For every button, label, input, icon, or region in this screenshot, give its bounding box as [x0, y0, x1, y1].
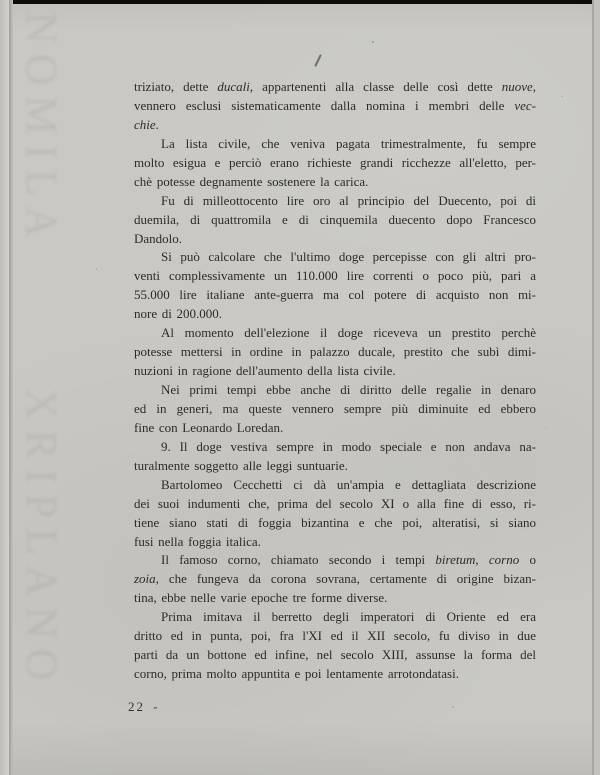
text-segment: 55.000 lire italiane ante-guerra ma col potere di acquisto non mi-: [134, 287, 536, 303]
text-line: [134, 495, 536, 514]
text-segment: .: [155, 116, 159, 132]
dust-speck: [561, 96, 563, 97]
text-segment: Fu di milleottocento lire oro al principio del Duecento, poi di: [161, 192, 536, 208]
text-line: [134, 305, 536, 324]
text-line: [134, 533, 536, 552]
text-segment: parti da un bottone ed infine, nel secolo XIII, assunse la forma del: [134, 647, 536, 663]
page-number-dash-mark: -: [151, 698, 159, 715]
text-line: [134, 627, 536, 646]
dust-speck: [452, 706, 454, 708]
text-segment: tiene siano stati di foggia bizantina e che poi, alteratisi, si siano: [134, 514, 536, 530]
text-line: [134, 116, 536, 135]
text-segment: triziato, dette: [134, 79, 218, 94]
text-line: [134, 324, 536, 343]
dust-speck: [96, 268, 97, 270]
text-line: [134, 419, 536, 438]
text-segment: vennero esclusi sistematicamente dalla nomina i membri delle: [134, 97, 515, 113]
text-line: [134, 665, 536, 684]
text-line: [134, 267, 536, 286]
text-line: [134, 476, 536, 495]
text-segment: Il famoso corno, chiamato secondo i tempi: [161, 552, 436, 568]
italic-text-segment: corno: [488, 552, 520, 568]
page-number-value: 22: [128, 699, 145, 714]
text-segment: ,: [532, 79, 536, 94]
text-line: [134, 192, 536, 211]
text-line: [134, 135, 536, 154]
text-segment: fusi nella foggia italica.: [134, 533, 261, 549]
text-line: [134, 589, 536, 608]
text-segment: ,: [475, 552, 489, 568]
text-segment: dei suoi indumenti che, prima del secolo XI o alla fine di esso, ri-: [134, 495, 536, 511]
dust-speck: [372, 41, 374, 43]
italic-text-segment: nuove: [501, 79, 533, 94]
text-segment: Al momento dell'elezione il doge riceveva un prestito perchè: [161, 325, 536, 341]
text-segment: Bartolomeo Cecchetti ci dà un'ampia e dettagliata descrizione: [161, 476, 536, 492]
text-block: [134, 78, 536, 684]
text-segment: molto esigua e perciò erano richieste grandi ricchezze all'eletto, per-: [134, 154, 536, 170]
text-line: [134, 362, 536, 381]
spine-fold-line: [9, 0, 13, 775]
text-line: [134, 78, 536, 97]
text-segment: dritto ed in punta, poi, fra l'XI ed il XII secolo, fu diviso in due: [134, 628, 536, 644]
text-line: [134, 230, 536, 249]
text-line: [134, 646, 536, 665]
text-segment: Nei primi tempi ebbe anche di diritto delle regalie in denaro: [161, 382, 536, 397]
page-right-edge: [594, 0, 600, 775]
text-line: [134, 343, 536, 362]
text-segment: nore di 200.000.: [134, 306, 223, 322]
text-line: [134, 551, 536, 570]
italic-text-segment: biretum: [435, 552, 476, 568]
italic-text-segment: ducali: [217, 79, 250, 94]
text-segment: duemila, di quattromila e di cinquemila duecento dopo Francesco: [134, 211, 536, 227]
text-segment: Prima imitava il berretto degli imperatori di Oriente ed era: [161, 609, 536, 625]
text-line: [134, 570, 536, 589]
italic-text-segment: zoia: [134, 571, 156, 587]
text-line: [134, 211, 536, 230]
text-line: [134, 514, 536, 533]
text-line: [134, 154, 536, 173]
text-line: [134, 381, 536, 400]
text-line: [134, 400, 536, 419]
scan-top-border: [0, 0, 600, 4]
text-segment: potesse mettersi in ordine in palazzo ducale, prestito che subì dimi-: [134, 344, 536, 360]
text-line: [134, 608, 536, 627]
text-segment: Dandolo.: [134, 230, 183, 246]
text-segment: tina, ebbe nelle varie epoche tre forme diverse.: [134, 590, 388, 606]
page-left-edge: [0, 0, 9, 775]
text-segment: turalmente soggetto alle leggi suntuarie.: [134, 457, 348, 473]
text-line: [134, 457, 536, 476]
text-segment: ed in generi, ma queste vennero sempre più diminuite ed ebbero: [134, 400, 536, 416]
text-segment: , che fungeva da corona sovrana, certamente di origine bizan-: [155, 571, 536, 587]
text-segment: , appartenenti alla classe delle così dette: [249, 79, 502, 94]
text-line: [134, 438, 536, 457]
text-segment: corno, prima molto appuntita e poi lentamente arrotondatasi.: [134, 666, 459, 682]
text-segment: venti complessivamente un 110.000 lire correnti o poco più, pari a: [134, 268, 536, 284]
text-segment: fine con Leonardo Loredan.: [134, 419, 284, 435]
text-line: [134, 97, 536, 116]
text-segment: o: [519, 552, 536, 568]
text-line: [134, 173, 536, 192]
spine-ghost-text-top: NOMILA: [17, 12, 66, 248]
text-segment: chè potesse degnamente sostenere la carica.: [134, 173, 369, 189]
spine-ghost-text-bottom: XRIPLANO: [17, 388, 66, 691]
text-line: [134, 286, 536, 305]
page-number: [128, 699, 157, 715]
text-line: [134, 248, 536, 267]
text-segment: La lista civile, che veniva pagata trimestralmente, fu sempre: [161, 135, 536, 151]
text-segment: Si può calcolare che l'ultimo doge percepisse con gli altri pro-: [161, 249, 536, 265]
text-segment: nuzioni in ragione dell'aumento della lista civile.: [134, 363, 396, 379]
dust-speck: [545, 428, 546, 429]
italic-text-segment: vec-: [514, 97, 536, 113]
italic-text-segment: chie: [134, 116, 156, 132]
text-segment: 9. Il doge vestiva sempre in modo speciale e non andava na-: [161, 438, 536, 454]
